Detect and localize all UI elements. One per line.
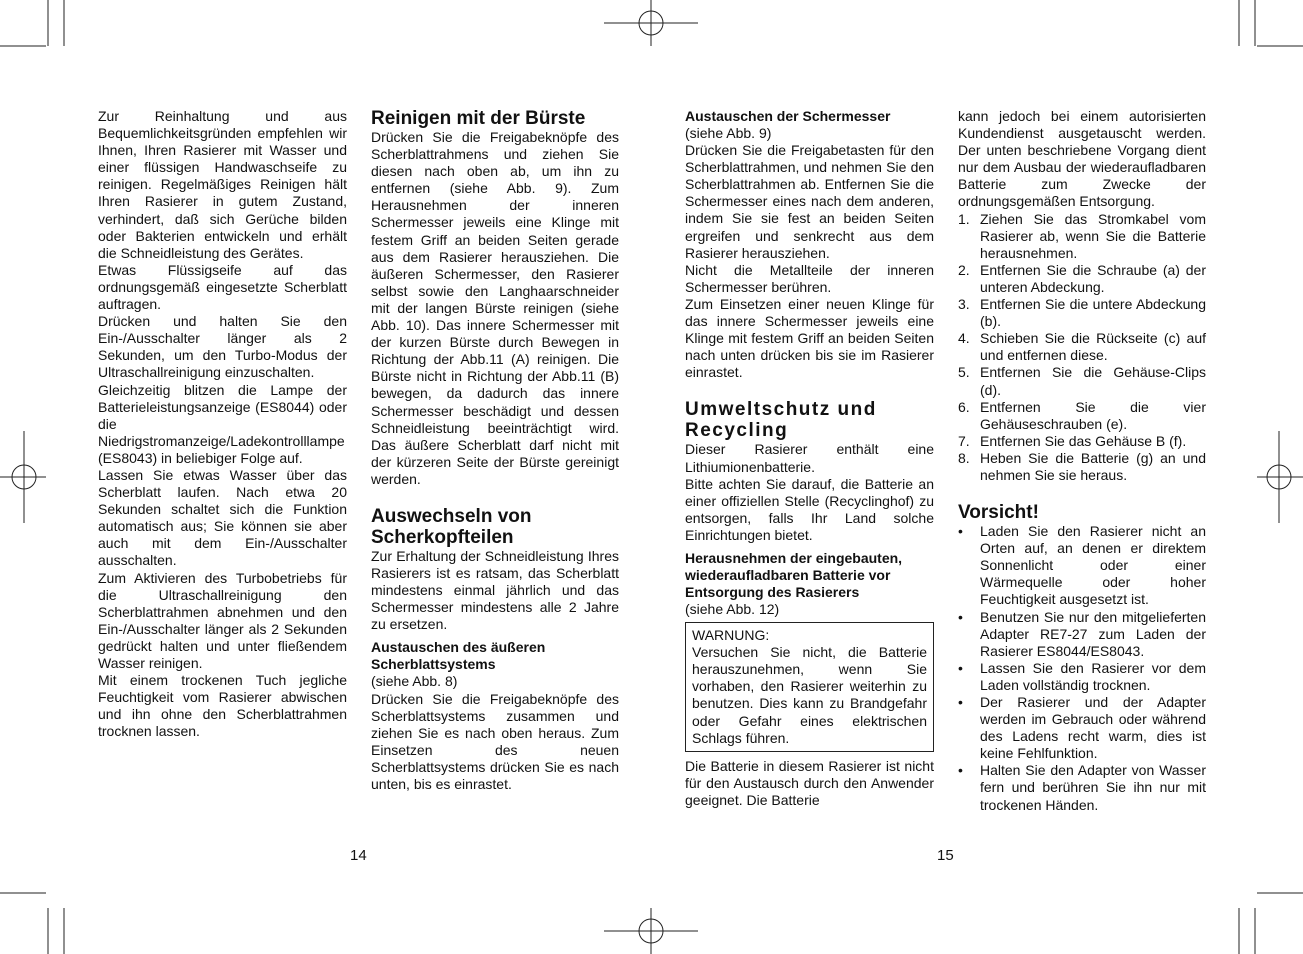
list-item: 3. Entfernen Sie die untere Abdeckung (b). <box>958 296 1206 330</box>
section-heading: Reinigen mit der Bürste <box>371 108 586 129</box>
list-item: 1. Ziehen Sie das Stromkabel vom Rasierer ab, wenn Sie die Batterie herausnehmen. <box>958 210 1206 261</box>
paragraph: Mit einem trockenen Tuch jegliche Feuchtigkeit vom Rasierer abwischen und ihn ohne den Scherblattrahmen trocknen lassen. <box>98 672 347 740</box>
paragraph: Etwas Flüssigseife auf das ordnungsgemäß eingesetzte Scherblatt auftragen. <box>98 261 347 313</box>
paragraph: Zur Erhaltung der Schneidleistung Ihres Rasierers ist es ratsam, das Scherblatt mindestens einmal jährlich und das Schermesser mindestens alle 2 Jahre zu ersetzen. <box>371 547 619 633</box>
list-item: 2. Entfernen Sie die Schraube (a) der unteren Abdeckung. <box>958 261 1206 295</box>
list-item: • Lassen Sie den Rasierer vor dem Laden vollständig trocknen. <box>958 659 1206 693</box>
section-heading: Umweltschutz und Recycling <box>685 399 877 442</box>
section-heading: Auswechseln von Scherkopfteilen <box>371 505 532 548</box>
warning-title: WARNUNG: <box>692 627 770 644</box>
list-item: • Benutzen Sie nur den mitgelieferten Adapter RE7-27 zum Laden der Rasierer ES8044/ES8043. <box>958 608 1206 659</box>
subheading: Austauschen der Schermesser <box>685 108 891 124</box>
bullet-icon: • <box>958 659 963 676</box>
paragraph: Drücken Sie die Freigabeknöpfe des Scherblattrahmens und ziehen Sie diesen nach oben ab, um ihn zu entfernen (siehe Abb. 9). Zum Herausnehmen der inneren Schermesser jeweils eine Klinge mit festem Griff an beiden Seiten gerade aus dem Rasierer herausziehen. Die äußeren Schermesser, den Rasierer selbst sowie den Langhaarschneider mit der langen Bürste reinigen (siehe Abb. 10). Das innere Schermesser mit der kurzen Bürste durch Bewegen in Richtung der Abb.11 (A) reinigen. Die Bürste nicht in Richtung der Abb.11 (B) bewegen, da dadurch das innere Schermesser beschädigt und dessen Schneidleistung beeinträchtigt wird. Das äußere Scherblatt darf nicht mit der kürzeren Seite der Bürste gereinigt werden. <box>371 129 619 487</box>
subheading: Herausnehmen der eingebauten, wiederaufladbaren Batterie vor Entsorgung des Rasierers <box>685 549 903 600</box>
figure-reference: (siehe Abb. 12) <box>685 600 780 617</box>
paragraph: kann jedoch bei einem autorisierten Kundendienst ausgetauscht werden. Der unten beschriebene Vorgang dient nur dem Ausbau der wiederaufladbaren Batterie zum Zwecke der ordnungsgemäßen Entsorgung. <box>958 108 1206 210</box>
section-heading: Vorsicht! <box>958 502 1039 524</box>
paragraph: Die Batterie in diesem Rasierer ist nicht für den Austausch durch den Anwender geeignet. Die Batterie <box>685 757 934 808</box>
list-item: 6. Entfernen Sie die vier Gehäuseschrauben (e). <box>958 398 1206 432</box>
column-3 <box>685 108 934 809</box>
list-item: • Halten Sie den Adapter von Wasser fern und berühren Sie ihn nur mit trockenen Händen. <box>958 762 1206 813</box>
bullet-icon: • <box>958 608 963 625</box>
bullet-icon: • <box>958 694 963 710</box>
paragraph: Zur Reinhaltung und aus Bequemlichkeitsgründen empfehlen wir Ihnen, Ihren Rasierer mit Wasser und einer flüssigen Handwaschseife zu reinigen. Regelmäßiges Reinigen hält Ihren Rasierer in gutem Zustand, verhindert, daß sich Gerüche bilden oder Bakterien entwickeln und erhält die Schneidleistung des Gerätes. <box>98 108 347 261</box>
paragraph: Drücken und halten Sie den Ein-/Ausschalter länger als 2 Sekunden, um den Turbo-Modus der Ultraschallreinigung einzuschalten. <box>98 313 347 381</box>
bullet-icon: • <box>958 523 963 540</box>
list-item: • Laden Sie den Rasierer nicht an Orten auf, an denen er direktem Sonnenlicht oder einer Wärmequelle oder hoher Feuchtigkeit ausgesetzt ist. <box>958 523 1206 608</box>
paragraph: Zum Einsetzen einer neuen Klinge für das innere Schermesser jeweils eine Klinge mit festem Griff an beiden Seiten nach unten drücken bis sie im Rasierer einrastet. <box>685 295 934 381</box>
page-number-left: 14 <box>350 847 367 864</box>
paragraph: Gleichzeitig blitzen die Lampe der Batterieleistungsanzeige (ES8044) oder die Niedrigstromanzeige/Ladekontrolllampe (ES8043) in beliebiger Folge auf. <box>98 381 347 466</box>
list-item: 4. Schieben Sie die Rückseite (c) auf und entfernen diese. <box>958 330 1206 364</box>
warning-text: Versuchen Sie nicht, die Batterie herauszunehmen, wenn Sie vorhaben, den Rasierer weiterhin zu benutzen. Dies kann zu Brandgefahr oder Gefahr eines elektrischen Schlags führen. <box>692 644 927 746</box>
paragraph: Drücken Sie die Freigabeknöpfe des Scherblattsystems zusammen und ziehen Sie es nach oben heraus. Zum Einsetzen des neuen Scherblattsystems drücken Sie es nach unten, bis es einrastet. <box>371 690 619 792</box>
paragraph: Drücken Sie die Freigabetasten für den Scherblattrahmen, und nehmen Sie den Scherblattrahmen ab. Entfernen Sie die Schermesser eines nach dem anderen, indem Sie sie fest an beiden Seiten ergreifen und senkrecht aus dem Rasierer herausziehen. <box>685 142 934 261</box>
column-2 <box>371 108 619 793</box>
list-item: 8. Heben Sie die Batterie (g) an und nehmen Sie sie heraus. <box>958 449 1206 483</box>
bullet-icon: • <box>958 762 963 779</box>
removal-steps-list <box>958 211 1206 485</box>
paragraph: Bitte achten Sie darauf, die Batterie an einer offiziellen Stelle (Recyclinghof) zu entsorgen, falls Ihr Land solche Einrichtungen bietet. <box>685 475 934 543</box>
paragraph: Lassen Sie etwas Wasser über das Scherblatt laufen. Nach etwa 20 Sekunden schaltet sich die Funktion automatisch aus; Sie können sie aber auch mit dem Ein-/Ausschalter ausschalten. <box>98 466 347 569</box>
warning-box <box>685 622 934 752</box>
page-number-right: 15 <box>937 847 954 864</box>
column-1 <box>98 108 347 740</box>
column-4 <box>958 108 1206 814</box>
paragraph: Dieser Rasierer enthält eine Lithiumionenbatterie. <box>685 441 934 475</box>
figure-reference: (siehe Abb. 9) <box>685 125 772 141</box>
list-item: • Der Rasierer und der Adapter werden im Gebrauch oder während des Ladens recht warm, dies ist keine Fehlfunktion. <box>958 694 1206 762</box>
paragraph: Zum Aktivieren des Turbobetriebs für die Ultraschallreinigung den Scherblattrahmen abnehmen und den Ein-/Ausschalter länger als 2 Sekunden gedrückt halten und unter fließendem Wasser reinigen. <box>98 569 347 671</box>
caution-list <box>958 523 1206 814</box>
paragraph: Nicht die Metallteile der inneren Schermesser berühren. <box>685 261 934 295</box>
list-item: 7. Entfernen Sie das Gehäuse B (f). <box>958 432 1187 449</box>
list-item: 5. Entfernen Sie die Gehäuse-Clips (d). <box>958 364 1206 398</box>
subheading: Austauschen des äußeren Scherblattsystems <box>371 639 546 673</box>
figure-reference: (siehe Abb. 8) <box>371 673 458 690</box>
